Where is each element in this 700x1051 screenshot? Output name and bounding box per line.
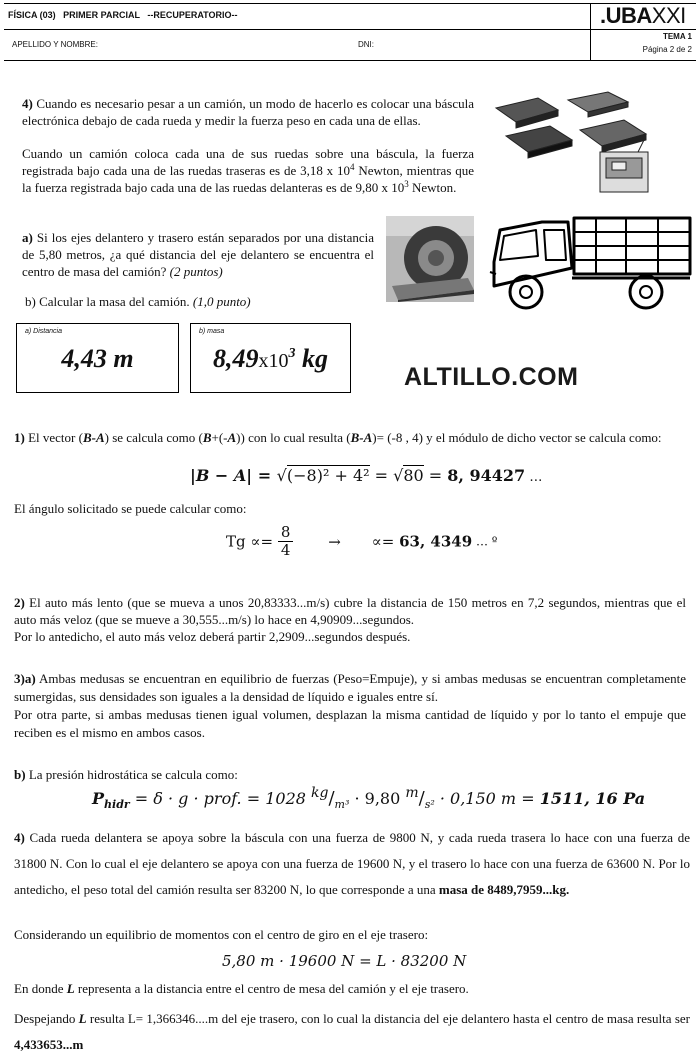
eq2-fraction	[278, 524, 294, 559]
arrow-icon: →	[328, 532, 341, 551]
answer-a-label: a) Distancia	[25, 328, 62, 335]
eq2-dots: … º	[472, 534, 498, 549]
equation-pressure	[92, 785, 646, 812]
part-a-label: a)	[22, 230, 33, 245]
solution-4	[14, 825, 690, 903]
watermark: ALTILLO.COM	[404, 363, 579, 391]
eq3-c: · 0,150 m =	[434, 789, 540, 808]
angle-text: El ángulo solicitado se puede calcular como:	[14, 501, 247, 516]
problem-number: 4)	[22, 96, 33, 111]
solution3-text2: Por otra parte, si ambas medusas tienen igual volumen, desplazan la misma cantidad de líquido y por lo tanto el empuje que reciben es el mismo en ambos casos.	[14, 707, 686, 740]
uba-logo	[600, 4, 686, 28]
s1-v2: B	[202, 430, 212, 445]
solution3-text: Ambas medusas se encuentran en equilibrio de fuerzas (Peso=Empuje), y si ambas medusas se encuentran completamente sumergidas, sus densidades son iguales a la densidad de líquido e iguales entre sí.	[14, 671, 686, 704]
solution-2	[14, 594, 686, 645]
eq3-lhs: P	[92, 789, 105, 808]
eq3-unit1-den: m³	[334, 798, 350, 812]
p2-part-c: Newton.	[408, 180, 457, 195]
eq3-unit1-num: kg	[311, 785, 329, 801]
part-a-points: (2 puntos)	[169, 264, 223, 279]
eq2-denominator: 4	[280, 541, 291, 559]
eq3-slash2: /	[418, 788, 425, 809]
name-label: APELLIDO Y NOMBRE:	[12, 40, 98, 49]
p2-part-b: Newton, mientras que la fuerza registrada bajo cada una de las ruedas delanteras es de 9,80 x 10	[22, 163, 474, 195]
part-b-text: b) Calcular la masa del camión.	[25, 294, 193, 309]
sqrt-symbol-2: √	[393, 466, 404, 485]
l-result	[14, 1006, 690, 1051]
eq1-dots: …	[525, 470, 543, 485]
mass-unit: kg	[295, 344, 328, 373]
header-divider	[590, 3, 591, 61]
s1-v3: A	[227, 430, 237, 445]
eq2-lhs: ∝=	[371, 532, 400, 551]
eq1-eq: =	[423, 466, 448, 485]
header-bottom-border	[4, 60, 696, 61]
problem4-part-b	[25, 293, 251, 310]
equation-angle	[226, 524, 497, 559]
p2-exp2: 3	[404, 179, 409, 189]
solution4-number: 4)	[14, 830, 25, 845]
s1-d: )) con lo cual resulta (	[236, 430, 351, 445]
solution2-text2: Por lo antedicho, el auto más veloz deberá partir 2,2909...segundos después.	[14, 629, 411, 644]
eq3-unit2-den: s²	[424, 798, 435, 812]
answer-a-value: 4,43 m	[61, 344, 134, 373]
dni-label: DNI:	[358, 40, 374, 49]
eq1-radicand: (−8)² + 4²	[286, 466, 370, 485]
answer-b-label: b) masa	[199, 328, 225, 335]
l-symbol-2: L	[78, 1011, 87, 1026]
s1-b: ) se calcula como (	[104, 430, 203, 445]
s1-e: )= (-8 , 4) y el módulo de dicho vector se calcula como:	[372, 430, 662, 445]
eq1-result: 8, 94427	[447, 466, 526, 485]
eq1-mid: =	[369, 466, 394, 485]
l-def-b: representa a la distancia entre el centro de mesa del camión y el eje trasero.	[74, 981, 469, 996]
problem4-text1: Cuando es necesario pesar a un camión, un modo de hacerlo es colocar una báscula electrónica debajo de cada rueda y medir la fuerza peso en cada una de ellas.	[22, 96, 474, 128]
equation-moments: 5,80 m · 19600 N = L · 83200 N	[222, 952, 467, 970]
eq3-subscript: hidr	[104, 798, 130, 812]
eq1-radicand2: 80	[403, 466, 424, 485]
eq2-tg: Tg ∝=	[226, 532, 274, 551]
final-distance: 4,433653...m	[14, 1037, 84, 1051]
solution-3b	[14, 766, 238, 783]
problem4-paragraph1	[22, 95, 474, 129]
eq3-slash1: /	[328, 788, 335, 809]
solution2-text: El auto más lento (que se mueva a unos 20,83333...m/s) cubre la distancia de 150 metros en 7,2 segundos, mientras que el auto más veloz (que se mueve a 30,555...m/s) lo hace en 4,90909...segundos.	[14, 595, 686, 627]
eq3-a: = δ · g · prof. = 1028	[129, 789, 312, 808]
l-definition	[14, 980, 469, 997]
s1-a: El vector (	[24, 430, 83, 445]
logo-suffix: XXI	[651, 3, 686, 28]
eq3-unit2-num: m	[405, 785, 419, 801]
header-mid-border	[4, 29, 696, 30]
truck-drawing	[486, 212, 694, 316]
solution4-text: Cada rueda delantera se apoya sobre la báscula con una fuerza de 9800 N, y cada rueda trasera lo hace con una fuerza de 31800 N. Con lo cual el eje delantero se apoya con una fuerza de 19600 N, y el trasero lo hace con una fuerza de 63600 N. Por lo antedicho, el peso total del camión resulta ser 83200 N, lo que corresponde a una	[14, 830, 690, 897]
answer-box-mass	[190, 323, 351, 393]
sqrt-symbol: √	[276, 466, 287, 485]
solution3-number: 3)a)	[14, 671, 36, 686]
solution2-number: 2)	[14, 595, 25, 610]
solution4-mass: masa de 8489,7959...kg.	[438, 882, 570, 897]
part-a-text: Si los ejes delantero y trasero están separados por una distancia de 5,80 metros, ¿a qué distancia del eje delantero se encuentra el centro de masa del camión?	[22, 230, 374, 279]
eq2-result: 63, 4349	[399, 532, 473, 551]
part-b-points: (1,0 punto)	[192, 294, 251, 309]
mass-times: x10	[258, 350, 289, 372]
tema-label: TEMA 1	[662, 32, 692, 41]
scales-illustration	[488, 88, 688, 208]
solution1-number: 1)	[14, 430, 25, 445]
solution3b-number: b)	[14, 767, 26, 782]
moments-text: Considerando un equilibrio de momentos con el centro de giro en el eje trasero:	[14, 927, 429, 942]
eq3-result: 1511, 16 Pa	[539, 789, 646, 808]
problem4-paragraph2	[22, 145, 474, 196]
eq3-b: · 9,80	[349, 789, 406, 808]
solution-1	[14, 429, 686, 446]
logo-text: .UBA	[600, 3, 652, 28]
mass-mantissa: 8,49	[213, 344, 259, 373]
answer-b-value	[191, 344, 350, 374]
s1-v1: B-A	[82, 430, 105, 445]
l-res-a: Despejando	[14, 1011, 79, 1026]
p2-part-a: Cuando un camión coloca cada una de sus ruedas sobre una báscula, la fuerza registrada bajo cada una de las ruedas traseras es de 3,18 x 10	[22, 146, 474, 178]
l-symbol: L	[66, 981, 75, 996]
eq2-numerator: 8	[278, 524, 294, 542]
header-top-border	[4, 3, 696, 4]
l-def-a: En donde	[14, 981, 67, 996]
solution3b-text: La presión hidrostática se calcula como:	[25, 767, 238, 782]
course-title: FÍSICA (03) PRIMER PARCIAL --RECUPERATORIO--	[8, 10, 238, 20]
answer-box-distance	[16, 323, 179, 393]
problem4-part-a	[22, 229, 374, 280]
p2-exp1: 4	[350, 162, 355, 172]
s1-c: +(-	[211, 430, 228, 445]
mass-exponent: 3	[288, 346, 296, 361]
eq1-lhs: |B − A| =	[190, 466, 277, 485]
s1-v4: B-A	[350, 430, 373, 445]
equation-modulus	[190, 466, 542, 485]
solution-3a	[14, 670, 686, 742]
page-number: Página 2 de 2	[642, 45, 692, 54]
wheel-photo	[386, 216, 474, 302]
l-res-b: resulta L= 1,366346....m del eje trasero, con lo cual la distancia del eje delantero hasta el centro de masa resulta ser	[86, 1011, 691, 1026]
